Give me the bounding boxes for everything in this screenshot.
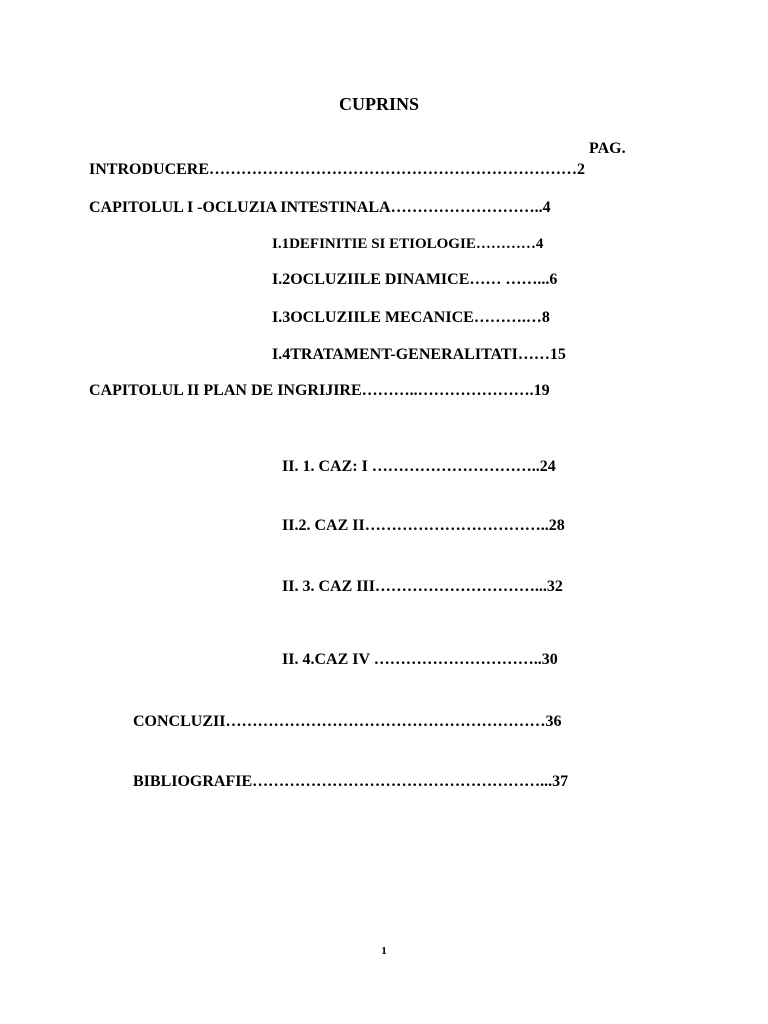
page-column-label: PAG.	[589, 140, 626, 157]
page-number: 1	[381, 945, 387, 957]
toc-entry-concluzii: CONCLUZII……………………………………………………36	[133, 713, 562, 730]
toc-entry-caz-3: II. 3. CAZ III…………………………...32	[282, 578, 563, 595]
toc-entry-section-1-2: I.2OCLUZIILE DINAMICE…… ……...6	[272, 271, 558, 288]
toc-entry-capitolul-1: CAPITOLUL I -OCLUZIA INTESTINALA………………………..4	[89, 199, 551, 216]
toc-entry-capitolul-2: CAPITOLUL II PLAN DE INGRIJIRE………..………………….19	[89, 382, 550, 399]
toc-entry-section-1-1: I.1DEFINITIE SI ETIOLOGIE…………4	[272, 236, 544, 252]
toc-entry-caz-2: II.2. CAZ II……………………………..28	[282, 517, 565, 534]
page-title: CUPRINS	[339, 94, 420, 114]
toc-entry-section-1-3: I.3OCLUZIILE MECANICE……….…8	[272, 309, 550, 326]
toc-entry-bibliografie: BIBLIOGRAFIE………………………………………………...37	[133, 773, 569, 790]
toc-entry-caz-4: II. 4.CAZ IV …………………………..30	[282, 651, 558, 668]
toc-entry-section-1-4: I.4TRATAMENT-GENERALITATI……15	[272, 346, 566, 363]
toc-entry-introducere: INTRODUCERE……………………………………………………………2	[89, 161, 586, 178]
toc-entry-caz-1: II. 1. CAZ: I …………………………..24	[282, 458, 556, 475]
